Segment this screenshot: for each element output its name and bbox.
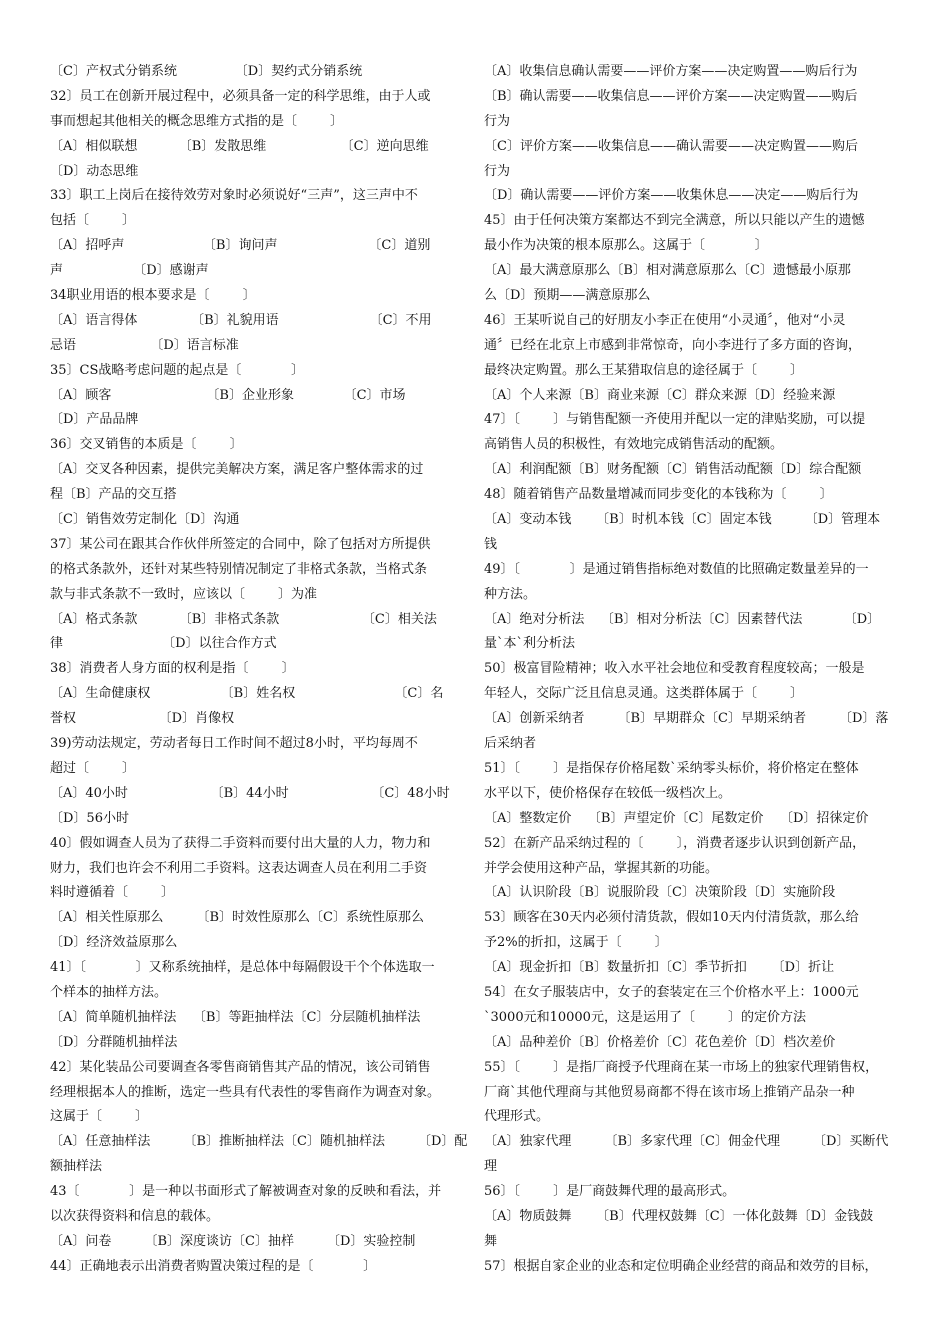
text-line: 忌语 〔D〕语言标准 bbox=[50, 337, 239, 353]
text-line: 〔A〕招呼声 〔B〕询问声 〔C〕道别 bbox=[50, 238, 431, 254]
text-line: 〔A〕独家代理 〔B〕多家代理〔C〕佣金代理 〔D〕买断代 bbox=[484, 1134, 889, 1150]
text-line: 〔D〕经济效益原那么 bbox=[50, 935, 178, 951]
text-line: 〔A〕个人来源〔B〕商业来源〔C〕群众来源〔D〕经验来源 bbox=[484, 387, 836, 403]
text-line: 声 〔D〕感谢声 bbox=[50, 263, 209, 279]
text-line: 36〕交叉销售的本质是〔 〕 bbox=[50, 437, 243, 453]
text-line: 料时遵循着〔 〕 bbox=[50, 885, 175, 901]
text-line: 超过〔 〕 bbox=[50, 760, 136, 776]
text-line: 么〔D〕预期——满意原那么 bbox=[484, 288, 651, 304]
text-line: 〔A〕语言得体 〔B〕礼貌用语 〔C〕不用 bbox=[50, 312, 432, 328]
text-line: 〔D〕56小时 bbox=[50, 810, 129, 826]
text-line: 高销售人员的积极性，有效地完成销售活动的配额。 bbox=[484, 437, 784, 453]
text-line: 予2%的折扣，这属于〔 〕 bbox=[484, 935, 668, 951]
text-line: 〔A〕交叉各种因素，提供完美解决方案，满足客户整体需求的过 bbox=[50, 462, 424, 478]
text-line: 经理根据本人的推断，选定一些具有代表性的零售商作为调查对象。 bbox=[50, 1084, 441, 1100]
text-line: 〔A〕最大满意原那么〔B〕相对满意原那么〔C〕遗憾最小原那 bbox=[484, 263, 851, 279]
text-line: 42〕某化装品公司要调查各零售商销售其产品的情况，该公司销售 bbox=[50, 1059, 431, 1075]
text-line: 47〕〔 〕与销售配额一齐使用并配以一定的津贴奖励，可以提 bbox=[484, 412, 866, 428]
text-line: 52〕在新产品采纳过程的〔 〕，消费者逐步认识到创新产品， bbox=[484, 835, 866, 851]
text-line: 〔A〕利润配额〔B〕财务配额〔C〕销售活动配额〔D〕综合配额 bbox=[484, 462, 862, 478]
text-line: 律 〔D〕以往合作方式 bbox=[50, 636, 277, 652]
text-line: 最小作为决策的根本原那么。这属于〔 〕 bbox=[484, 238, 768, 254]
text-line: 38〕消费者人身方面的权利是指〔 〕 bbox=[50, 661, 295, 677]
text-line: 〔A〕现金折扣〔B〕数量折扣〔C〕季节折扣 〔D〕折让 bbox=[484, 960, 835, 976]
text-line: 〔A〕任意抽样法 〔B〕推断抽样法〔C〕随机抽样法 〔D〕配 bbox=[50, 1134, 467, 1150]
text-line: 通〞已经在北京上市感到非常惊奇，向小李进行了多方面的咨询， bbox=[484, 337, 862, 353]
text-line: 34职业用语的根本要求是〔 〕 bbox=[50, 288, 256, 304]
text-line: 〔A〕品种差价〔B〕价格差价〔C〕花色差价〔D〕档次差价 bbox=[484, 1034, 836, 1050]
text-line: 以次获得资料和信息的载体。 bbox=[50, 1208, 220, 1224]
text-line: 年轻人，交际广泛且信息灵通。这类群体属于〔 〕 bbox=[484, 686, 804, 702]
text-line: 〔A〕创新采纳者 〔B〕早期群众〔C〕早期采纳者 〔D〕落 bbox=[484, 711, 889, 727]
text-line: 个样本的抽样方法。 bbox=[50, 984, 168, 1000]
text-line: 最终决定购置。那么王某猎取信息的途径属于〔 〕 bbox=[484, 362, 804, 378]
text-line: 行为 bbox=[484, 113, 511, 129]
text-line: 〔A〕生命健康权 〔B〕姓名权 〔C〕名 bbox=[50, 686, 444, 702]
text-line: 理 bbox=[484, 1159, 498, 1175]
text-line: 的格式条款外，还针对某些特别情况制定了非格式条款，当格式条 bbox=[50, 561, 428, 577]
text-line: 〔A〕相关性原那么 〔B〕时效性原那么〔C〕系统性原那么 bbox=[50, 910, 424, 926]
text-line: `3000元和10000元，这是运用了〔 〕的定价方法 bbox=[484, 1009, 806, 1025]
text-line: 〔D〕动态思维 bbox=[50, 163, 139, 179]
text-line: 这属于〔 〕 bbox=[50, 1109, 149, 1125]
text-line: 〔A〕变动本钱 〔B〕时机本钱〔C〕固定本钱 〔D〕管理本 bbox=[484, 512, 881, 528]
text-line: 37〕某公司在跟其合作伙伴所签定的合同中，除了包括对方所提供 bbox=[50, 536, 431, 552]
text-line: 41〕〔 〕又称系统抽样，是总体中每隔假设干个个体选取一 bbox=[50, 960, 435, 976]
text-line: 54〕在女子服装店中，女子的套装定在三个价格水平上：1000元 bbox=[484, 984, 859, 1000]
text-line: 〔D〕产品品牌 bbox=[50, 412, 139, 428]
text-line: 额抽样法 bbox=[50, 1159, 103, 1175]
text-line: 〔D〕分群随机抽样法 bbox=[50, 1034, 178, 1050]
text-line: 〔B〕确认需要——收集信息——评价方案——决定购置——购后 bbox=[484, 88, 858, 104]
text-line: 50〕极富冒险精神；收入水平社会地位和受教育程度较高；一般是 bbox=[484, 661, 865, 677]
text-line: 32〕员工在创新开展过程中，必须具备一定的科学思维，由于人或 bbox=[50, 88, 431, 104]
text-line: 程〔B〕产品的交互搭 bbox=[50, 487, 177, 503]
text-line: 39)劳动法规定，劳动者每日工作时间不超过8小时，平均每周不 bbox=[50, 736, 418, 752]
text-line: 〔A〕简单随机抽样法 〔B〕等距抽样法〔C〕分层随机抽样法 bbox=[50, 1009, 421, 1025]
text-line: 53〕顾客在30天内必须付清货款，假如10天内付清货款，那么给 bbox=[484, 910, 859, 926]
text-line: 46〕王某听说自己的好朋友小李正在使用“小灵通〞，他对“小灵 bbox=[484, 312, 846, 328]
text-line: 〔A〕格式条款 〔B〕非格式条款 〔C〕相关法 bbox=[50, 611, 437, 627]
text-line: 〔A〕相似联想 〔B〕发散思维 〔C〕逆向思维 bbox=[50, 138, 429, 154]
text-line: 44〕正确地表示出消费者购置决策过程的是〔 〕 bbox=[50, 1258, 377, 1274]
text-line: 厂商`其他代理商与其他贸易商都不得在该市场上推销产品杂一种 bbox=[484, 1084, 855, 1100]
text-line: 代理形式。 bbox=[484, 1109, 550, 1125]
left-text-column bbox=[50, 60, 467, 1280]
text-line: 57〕根据自家企业的业态和定位明确企业经营的商品和效劳的目标， bbox=[484, 1258, 878, 1274]
text-line: 后采纳者 bbox=[484, 736, 537, 752]
text-line: 〔C〕评价方案——收集信息——确认需要——决定购置——购后 bbox=[484, 138, 858, 154]
text-line: 48〕随着销售产品数量增减而同步变化的本钱称为〔 〕 bbox=[484, 487, 833, 503]
text-line: 〔C〕销售效劳定制化〔D〕沟通 bbox=[50, 512, 240, 528]
text-line: 钱 bbox=[484, 536, 498, 552]
text-line: 并学会使用这种产品，掌握其新的功能。 bbox=[484, 860, 719, 876]
text-line: 49〕〔 〕是通过销售指标绝对数值的比照确定数量差异的一 bbox=[484, 561, 869, 577]
text-line: 舞 bbox=[484, 1233, 498, 1249]
text-line: 水平以下，使价格保存在较低一级档次上。 bbox=[484, 785, 732, 801]
text-line: 〔A〕绝对分析法 〔B〕相对分析法〔C〕因素替代法 〔D〕 bbox=[484, 611, 881, 627]
text-line: 誉权 〔D〕肖像权 bbox=[50, 711, 235, 727]
text-line: 43〔 〕是一种以书面形式了解被调查对象的反映和看法，并 bbox=[50, 1184, 442, 1200]
text-line: 〔A〕认识阶段〔B〕说服阶段〔C〕决策阶段〔D〕实施阶段 bbox=[484, 885, 836, 901]
text-line: 〔A〕整数定价 〔B〕声望定价〔C〕尾数定价 〔D〕招徕定价 bbox=[484, 810, 869, 826]
text-line: 〔A〕问卷 〔B〕深度谈访〔C〕抽样 〔D〕实验控制 bbox=[50, 1233, 416, 1249]
text-line: 56〕〔 〕是厂商鼓舞代理的最高形式。 bbox=[484, 1184, 736, 1200]
text-line: 〔C〕产权式分销系统 〔D〕契约式分销系统 bbox=[50, 64, 363, 79]
text-line: 款与非式条款不一致时，应该以〔 〕为准 bbox=[50, 586, 318, 602]
text-line: 45〕由于任何决策方案都达不到完全满意，所以只能以产生的遗憾 bbox=[484, 213, 865, 229]
text-line: 51〕〔 〕是指保存价格尾数`采纳零头标价，将价格定在整体 bbox=[484, 760, 859, 776]
text-line: 种方法。 bbox=[484, 586, 537, 602]
text-line: 事而想起其他相关的概念思维方式指的是〔 〕 bbox=[50, 113, 344, 129]
text-line: 〔A〕40小时 〔B〕44小时 〔C〕48小时 bbox=[50, 785, 450, 801]
text-line: 〔A〕顾客 〔B〕企业形象 〔C〕市场 bbox=[50, 387, 406, 403]
right-text-column bbox=[484, 60, 902, 1280]
text-line: 35〕CS战略考虑问题的起点是〔 〕 bbox=[50, 362, 304, 378]
text-line: 包括〔 〕 bbox=[50, 213, 136, 229]
text-line: 40〕假如调查人员为了获得二手资料而要付出大量的人力，物力和 bbox=[50, 835, 431, 851]
text-line: 量`本`利分析法 bbox=[484, 636, 576, 652]
text-line: 财力，我们也许会不利用二手资料。这表达调查人员在利用二手资 bbox=[50, 860, 428, 876]
text-line: 〔D〕确认需要——评价方案——收集休息——决定——购后行为 bbox=[484, 188, 859, 204]
text-line: 行为 bbox=[484, 163, 511, 179]
text-line: 55〕〔 〕是指厂商授予代理商在某一市场上的独家代理销售权， bbox=[484, 1059, 879, 1075]
text-line: 〔A〕物质鼓舞 〔B〕代理权鼓舞〔C〕一体化鼓舞〔D〕金钱鼓 bbox=[484, 1208, 874, 1224]
text-line: 〔A〕收集信息确认需要——评价方案——决定购置——购后行为 bbox=[484, 64, 858, 79]
text-line: 33〕职工上岗后在接待效劳对象时必须说好“三声”，这三声中不 bbox=[50, 188, 418, 204]
